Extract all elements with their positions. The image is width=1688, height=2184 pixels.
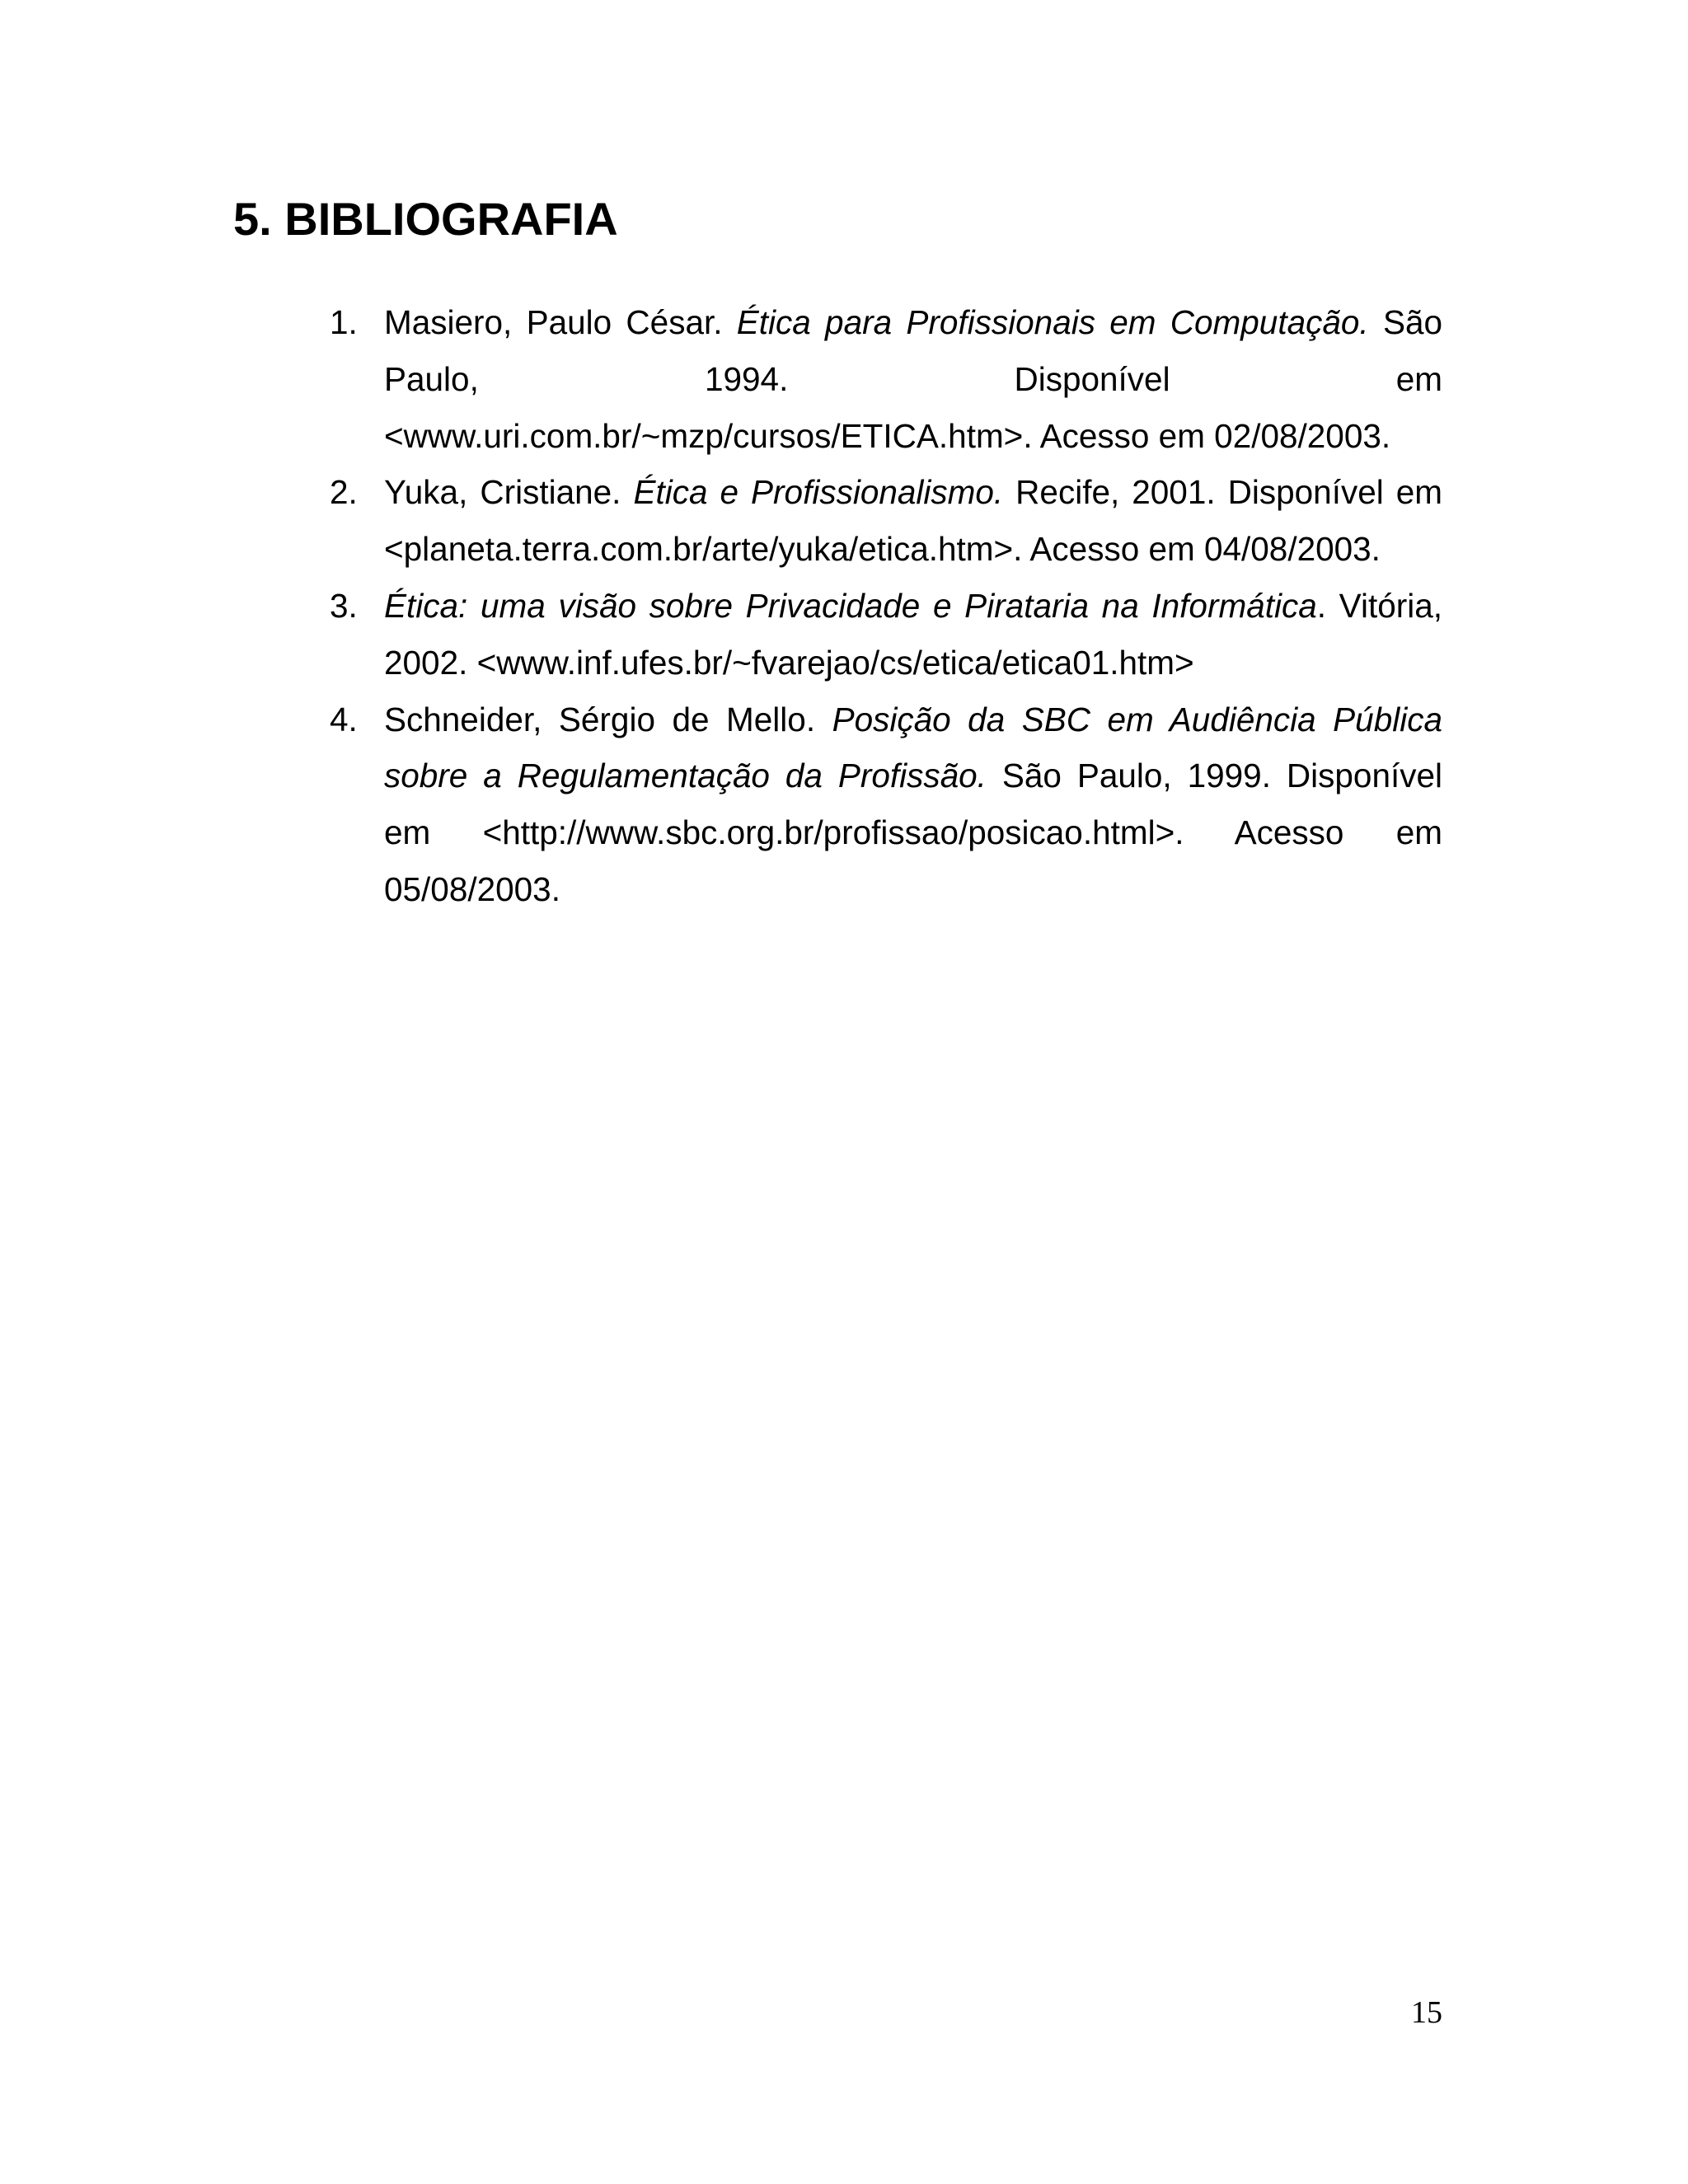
entry-authors: Masiero, Paulo César. xyxy=(384,303,737,341)
entry-number: 3. xyxy=(330,586,358,625)
entry-title: Ética: uma visão sobre Privacidade e Pirataria na Informática xyxy=(384,586,1317,625)
bibliography-entry xyxy=(330,294,1442,464)
bibliography-entry xyxy=(330,578,1442,691)
entry-details: Recife, 2001. Disponível em <planeta.terra.com.br/arte/yuka/etica.htm>. Acesso em 04/08/2003. xyxy=(384,473,1443,569)
bibliography-entry xyxy=(330,464,1442,578)
entry-authors: Schneider, Sérgio de Mello. xyxy=(384,700,832,738)
entry-title: Ética para Profissionais em Computação. xyxy=(736,303,1369,341)
bibliography-entry xyxy=(330,691,1442,918)
entry-number: 1. xyxy=(330,303,358,341)
entry-text xyxy=(384,578,1442,691)
section-heading: 5. BIBLIOGRAFIA xyxy=(233,193,618,245)
entry-text xyxy=(384,691,1442,918)
entry-number: 2. xyxy=(330,473,358,512)
page-number: 15 xyxy=(1411,1995,1442,2030)
entry-details: São Paulo, 1994. Disponível em <www.uri.com.br/~mzp/cursos/ETICA.htm>. Acesso em 02/08/2003. xyxy=(384,303,1443,455)
entry-details: . Vitória, 2002. <www.inf.ufes.br/~fvarejao/cs/etica/etica01.htm> xyxy=(384,586,1442,682)
entry-text xyxy=(384,294,1442,464)
entry-details: São Paulo, 1999. Disponível em <http://www.sbc.org.br/profissao/posicao.html>. Acesso em 05/08/2003. xyxy=(384,757,1442,908)
bibliography-list xyxy=(330,294,1442,918)
entry-title: Ética e Profissionalismo. xyxy=(633,473,1004,512)
entry-text xyxy=(384,464,1442,578)
entry-title: Posição da SBC em Audiência Pública sobre a Regulamentação da Profissão. xyxy=(384,700,1442,795)
entry-number: 4. xyxy=(330,700,358,738)
entry-authors: Yuka, Cristiane. xyxy=(384,473,634,512)
